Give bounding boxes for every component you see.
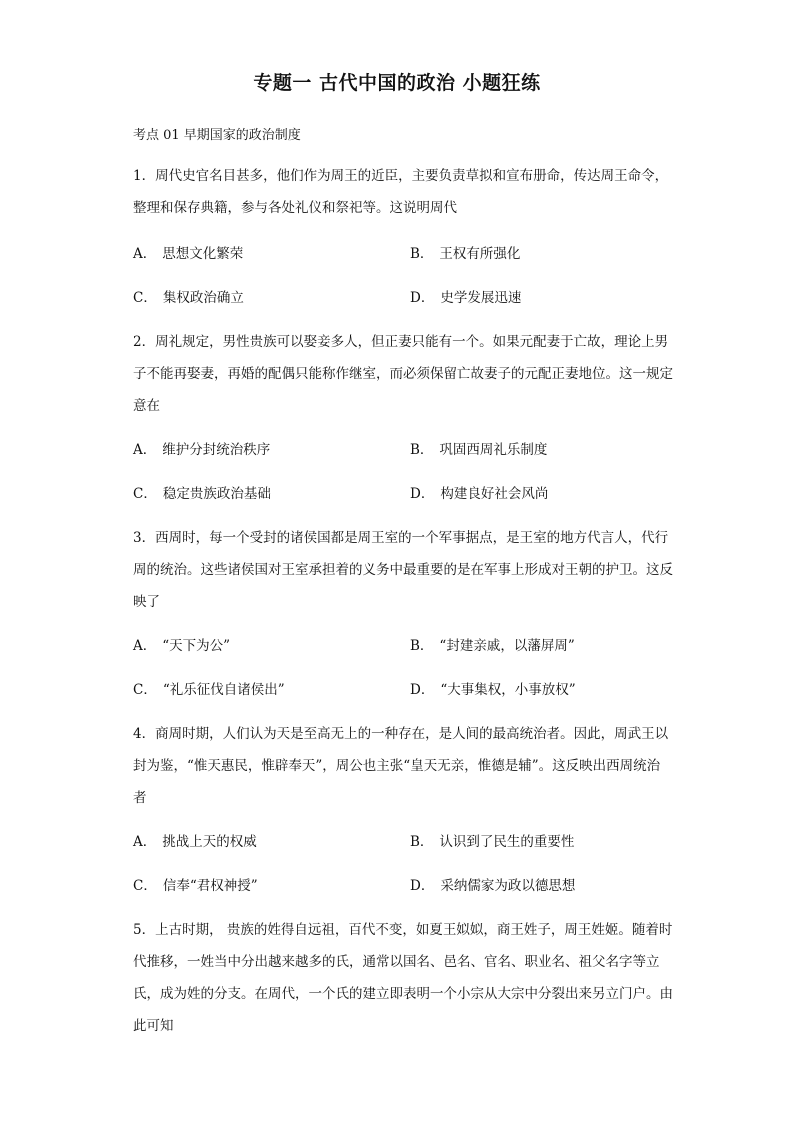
- options-row: [133, 830, 693, 850]
- option-c[interactable]: C． 集权政治确立: [133, 290, 244, 306]
- option-d[interactable]: D． 史学发展迅速: [410, 290, 522, 306]
- page-title: 专题一 古代中国的政治 小题狂练: [253, 72, 541, 94]
- option-c[interactable]: C． “礼乐征伐自诸侯出”: [133, 682, 285, 698]
- option-a[interactable]: A． 挑战上天的权威: [133, 834, 257, 850]
- option-a[interactable]: A． “天下为公”: [133, 638, 231, 654]
- question-stem: 3．西周时，每一个受封的诸侯国都是周王室的一个军事据点，是王室的地方代言人，代行周的统治。这些诸侯国对王室承担着的义务中最重要的是在军事上形成对王朝的护卫。这反映了: [133, 530, 673, 610]
- options-row: [133, 634, 693, 654]
- question-stem: 1．周代史官名目甚多，他们作为周王的近臣，主要负责草拟和宣布册命，传达周王命令，整理和保存典籍，参与各处礼仪和祭祀等。这说明周代: [133, 168, 669, 216]
- option-d[interactable]: D． “大事集权，小事放权”: [410, 682, 576, 698]
- option-b[interactable]: B． “封建亲戚，以藩屏周”: [410, 638, 575, 654]
- option-a[interactable]: A． 思想文化繁荣: [133, 246, 244, 262]
- question-stem: 2．周礼规定，男性贵族可以娶妾多人，但正妻只能有一个。如果元配妻于亡故，理论上男子不能再娶妻，再婚的配偶只能称作继室，而必须保留亡故妻子的元配正妻地位。这一规定意在: [133, 334, 673, 414]
- section-heading: 考点 01 早期国家的政治制度: [133, 128, 301, 143]
- option-b[interactable]: B． 王权有所强化: [410, 246, 521, 262]
- question-4: [133, 718, 673, 814]
- options-row: [133, 874, 693, 894]
- question-stem: 5．上古时期， 贵族的姓得自远祖，百代不变，如夏王姒姒，商王姓子，周王姓姬。随着时代推移，一姓当中分出越来越多的氏，通常以国名、邑名、官名、职业名、祖父名字等立氏，成为姓的分支。在周代，一个氏的建立即表明一个小宗从大宗中分裂出来另立门户。由此可知: [133, 922, 673, 1034]
- question-3: [133, 522, 673, 618]
- question-1: [133, 160, 673, 224]
- option-c[interactable]: C． 信奉“君权神授”: [133, 878, 258, 894]
- option-d[interactable]: D． 采纳儒家为政以德思想: [410, 878, 576, 894]
- option-b[interactable]: B． 巩固西周礼乐制度: [410, 442, 548, 458]
- options-row: [133, 482, 693, 502]
- option-b[interactable]: B． 认识到了民生的重要性: [410, 834, 575, 850]
- options-row: [133, 242, 693, 262]
- options-row: [133, 438, 693, 458]
- option-a[interactable]: A． 维护分封统治秩序: [133, 442, 271, 458]
- options-row: [133, 286, 693, 306]
- option-d[interactable]: D． 构建良好社会风尚: [410, 486, 549, 502]
- question-2: [133, 326, 673, 422]
- question-stem: 4．商周时期，人们认为天是至高无上的一种存在，是人间的最高统治者。因此，周武王以封为鉴，“惟天惠民，惟辟奉天”，周公也主张“皇天无亲，惟德是辅”。这反映出西周统治者: [133, 726, 669, 806]
- options-row: [133, 678, 693, 698]
- question-5: [133, 914, 673, 1042]
- option-c[interactable]: C． 稳定贵族政治基础: [133, 486, 271, 502]
